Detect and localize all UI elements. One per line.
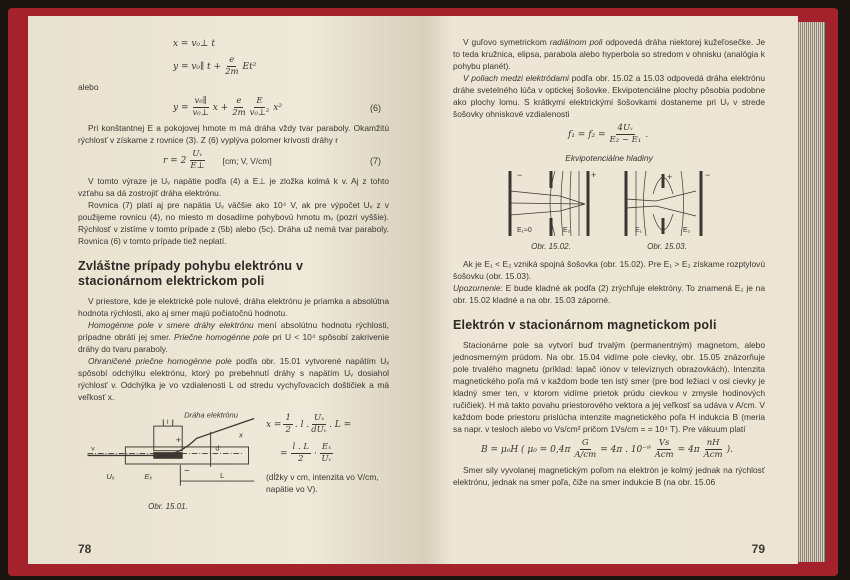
- label-draha-elektronu: Dráha elektrónu: [184, 410, 238, 420]
- equation-induction: B = μ₀H ( μ₀ = 0,4π $\frac{G}{A/cm}$ = 4π . 10⁻⁹ Vs Acm = 4π nH Acm ).: [481, 438, 733, 460]
- section-heading: Zvláštne prípady pohybu elektrónu v stacionárnom elektrickom poli: [78, 259, 304, 288]
- paragraph: V guľovo symetrickom radiálnom poli odpovedá dráha niektorej kužeľosečke. Je to teda kružnica, elipsa, parabola alebo hyperbola so stredom v ohnisku (analógia k pohybu planét). V poliach medzi elektródami podľa obr. 15.02 a 15.03 odpovedá dráha elektrónu dráhe svetelného lúča v optickej šošovke. Ekvipotenciálne plochy pôsobia podobne ako plochy lomu. S krátkymi elektrickými šošovkami dostaneme pri Uᵥ v strede šošovky ohniskové vzdialenosti: [453, 37, 766, 119]
- label-e2: E₂: [563, 227, 571, 234]
- label-d: d: [215, 443, 220, 453]
- label-ux: Uₓ: [106, 472, 115, 482]
- label-plus: +: [591, 170, 597, 180]
- paragraph: Stacionárne pole sa vytvorí buď trvalým (permanentným) magnetom, alebo jednosmerným prúdom. Na obr. 15.04 vidíme pole cievky, obr. 15.05 znázorňuje pole trvalého magnetu (príklad: lapač iónov v televíznych obrazovkách). Intenzita magnetického poľa má v každom bode ten istý smer (pre bod ležiaci v osi cievky je kladný smer ten, v ktorom vidíme prietok prúdu cievkou v zmysle hodinových ručičiek). H má takto povahu priestorového vektora a jej veľkosť sa udáva v A/cm. V každom bode priestoru prislúcha intenzite magnetického poľa H indukcia B (meria sa napr. v tesloch alebo vo Vs/cm² pričom 1Vs/cm = = 10⁴ T). Pre vákuum platí: [453, 340, 765, 434]
- equation-y: y = v₀∥ t + $\frac{e}{2m}$ Et²: [173, 55, 257, 77]
- label-plus: +: [667, 172, 673, 182]
- label-ex: Eₓ: [144, 472, 153, 482]
- label-minus: −: [184, 465, 190, 477]
- right-page: [423, 16, 798, 564]
- figure-caption: Obr. 15.03.: [647, 242, 687, 251]
- label-e1: E₁: [635, 227, 643, 234]
- equation-x-deflection-2: = $\frac{l . L}{2}$ · Eₓ Uᵥ: [280, 442, 332, 464]
- equation-focal-length: f₁ = f₂ = $\frac{\text{4Uᵥ}}{\text{E₂ − E₁}}$ .: [568, 123, 649, 145]
- equation-7-label: (7): [370, 155, 381, 166]
- equation-6: y = $\frac{\text{v₀∥}}{\text{v₀⊥}}$ x + $\frac{e}{2m}$ E v₀⊥² x²: [173, 96, 282, 118]
- paragraph: Smer sily vyvolanej magnetickým poľom na elektrón je kolmý jednak na rýchlosť elektrónu, jednak na smer poľa, čiže na smer indukcie B (na obr. 15.06: [453, 465, 765, 487]
- label-e1: E₁≈0: [517, 227, 532, 234]
- units-note: (dĺžky v cm, intenzita vo V/cm, napätie vo V).: [266, 472, 379, 494]
- label-minus: −: [517, 170, 523, 180]
- label-L: L: [220, 471, 225, 481]
- figure-15-03-diverging-lens: [621, 166, 713, 241]
- equation-x: x = v₀⊥ t: [173, 39, 215, 49]
- figure-caption: Obr. 15.02.: [531, 242, 571, 251]
- label-l: l: [167, 419, 169, 427]
- paragraph: Ak je E₁ < E₂ vzniká spojná šošovka (obr. 15.02). Pre E₁ > E₂ získame rozptylovú šošovku (obr. 15.03). Upozornenie: E bude kladné ak podľa (2) zrýchľuje elektróny. To znamená E₂ je na obr. 15.02 kladné a na obr. 15.03 záporné.: [453, 259, 765, 305]
- label-minus: −: [705, 170, 711, 180]
- label-x: x: [239, 430, 243, 440]
- equation-x-deflection: x = $\frac{1}{2}$ . l . Uₓ dUᵥ . L =: [266, 413, 352, 435]
- page-edges: [795, 22, 825, 562]
- figure-title: Ekvipotenciálne hladiny: [565, 153, 653, 163]
- equation-6-label: (6): [370, 102, 381, 113]
- figure-15-01-deflection-diagram: [78, 409, 258, 501]
- section-heading: Elektrón v stacionárnom magnetickom poli: [453, 318, 717, 332]
- paragraph: V priestore, kde je elektrické pole nulové, dráha elektrónu je priamka a absolútna hodnota rýchlosti, ako aj smer majú počiatočnú hodnotu. Homogénne pole v smere dráhy elektrónu mení absolútnu hodnotu rýchlosti, prípadne obráti jej smer. Priečne homogénne pole pri U < 10⁴ spôsobí zakrivenie dráhy do tvaru paraboly. Ohraničené priečne homogénne pole podľa obr. 15.01 vytvorené napätím Uₓ spôsobí odchýlku elektrónu, ktorý po prebehnutí dráhy s napätím Uᵥ dosiahol rýchlosť v. Odchýlka je vo vzdialenosti L od stredu vychyľovacích doštičiek a má veľkosť x.: [78, 296, 390, 402]
- paragraph: V tomto výraze je Uᵥ napätie podľa (4) a E⊥ je zložka kolmá k v. Aj z tohto vzťahu sa dá zostrojiť dráha elektrónu. Rovnica (7) platí aj pre napätia Uᵥ väčšie ako 10⁴ V, ak pre výpočet Uᵥ z v použijeme rovnicu (4), no miesto m dosadíme pohybovú hmotu mᵥ (pozri vyššie). Rýchlosť v zistíme v tomto prípade z (5b) alebo (5c). Dráha už nemá tvar paraboly. Rovnica (6) v tomto prípade tiež neplatí.: [78, 176, 389, 246]
- left-page: [28, 16, 423, 564]
- page-number: 79: [751, 542, 765, 556]
- label-v: v: [91, 445, 95, 453]
- page-number: 78: [78, 542, 92, 556]
- paragraph: Pri konštantnej E a pokojovej hmote m má dráha vždy tvar paraboly. Okamžitú rýchlosť v získame z rovnice (3). Z (6) vyplýva polomer krivosti dráhy r: [78, 123, 389, 145]
- figure-caption: Obr. 15.01.: [148, 502, 188, 511]
- figure-15-02-converging-lens: [505, 166, 597, 241]
- text-alebo: alebo: [78, 82, 99, 92]
- label-plus: +: [175, 435, 182, 447]
- label-e2: E₂: [683, 227, 691, 234]
- equation-7: r = 2 Uᵥ E⊥ [cm; V, V/cm]: [163, 149, 272, 171]
